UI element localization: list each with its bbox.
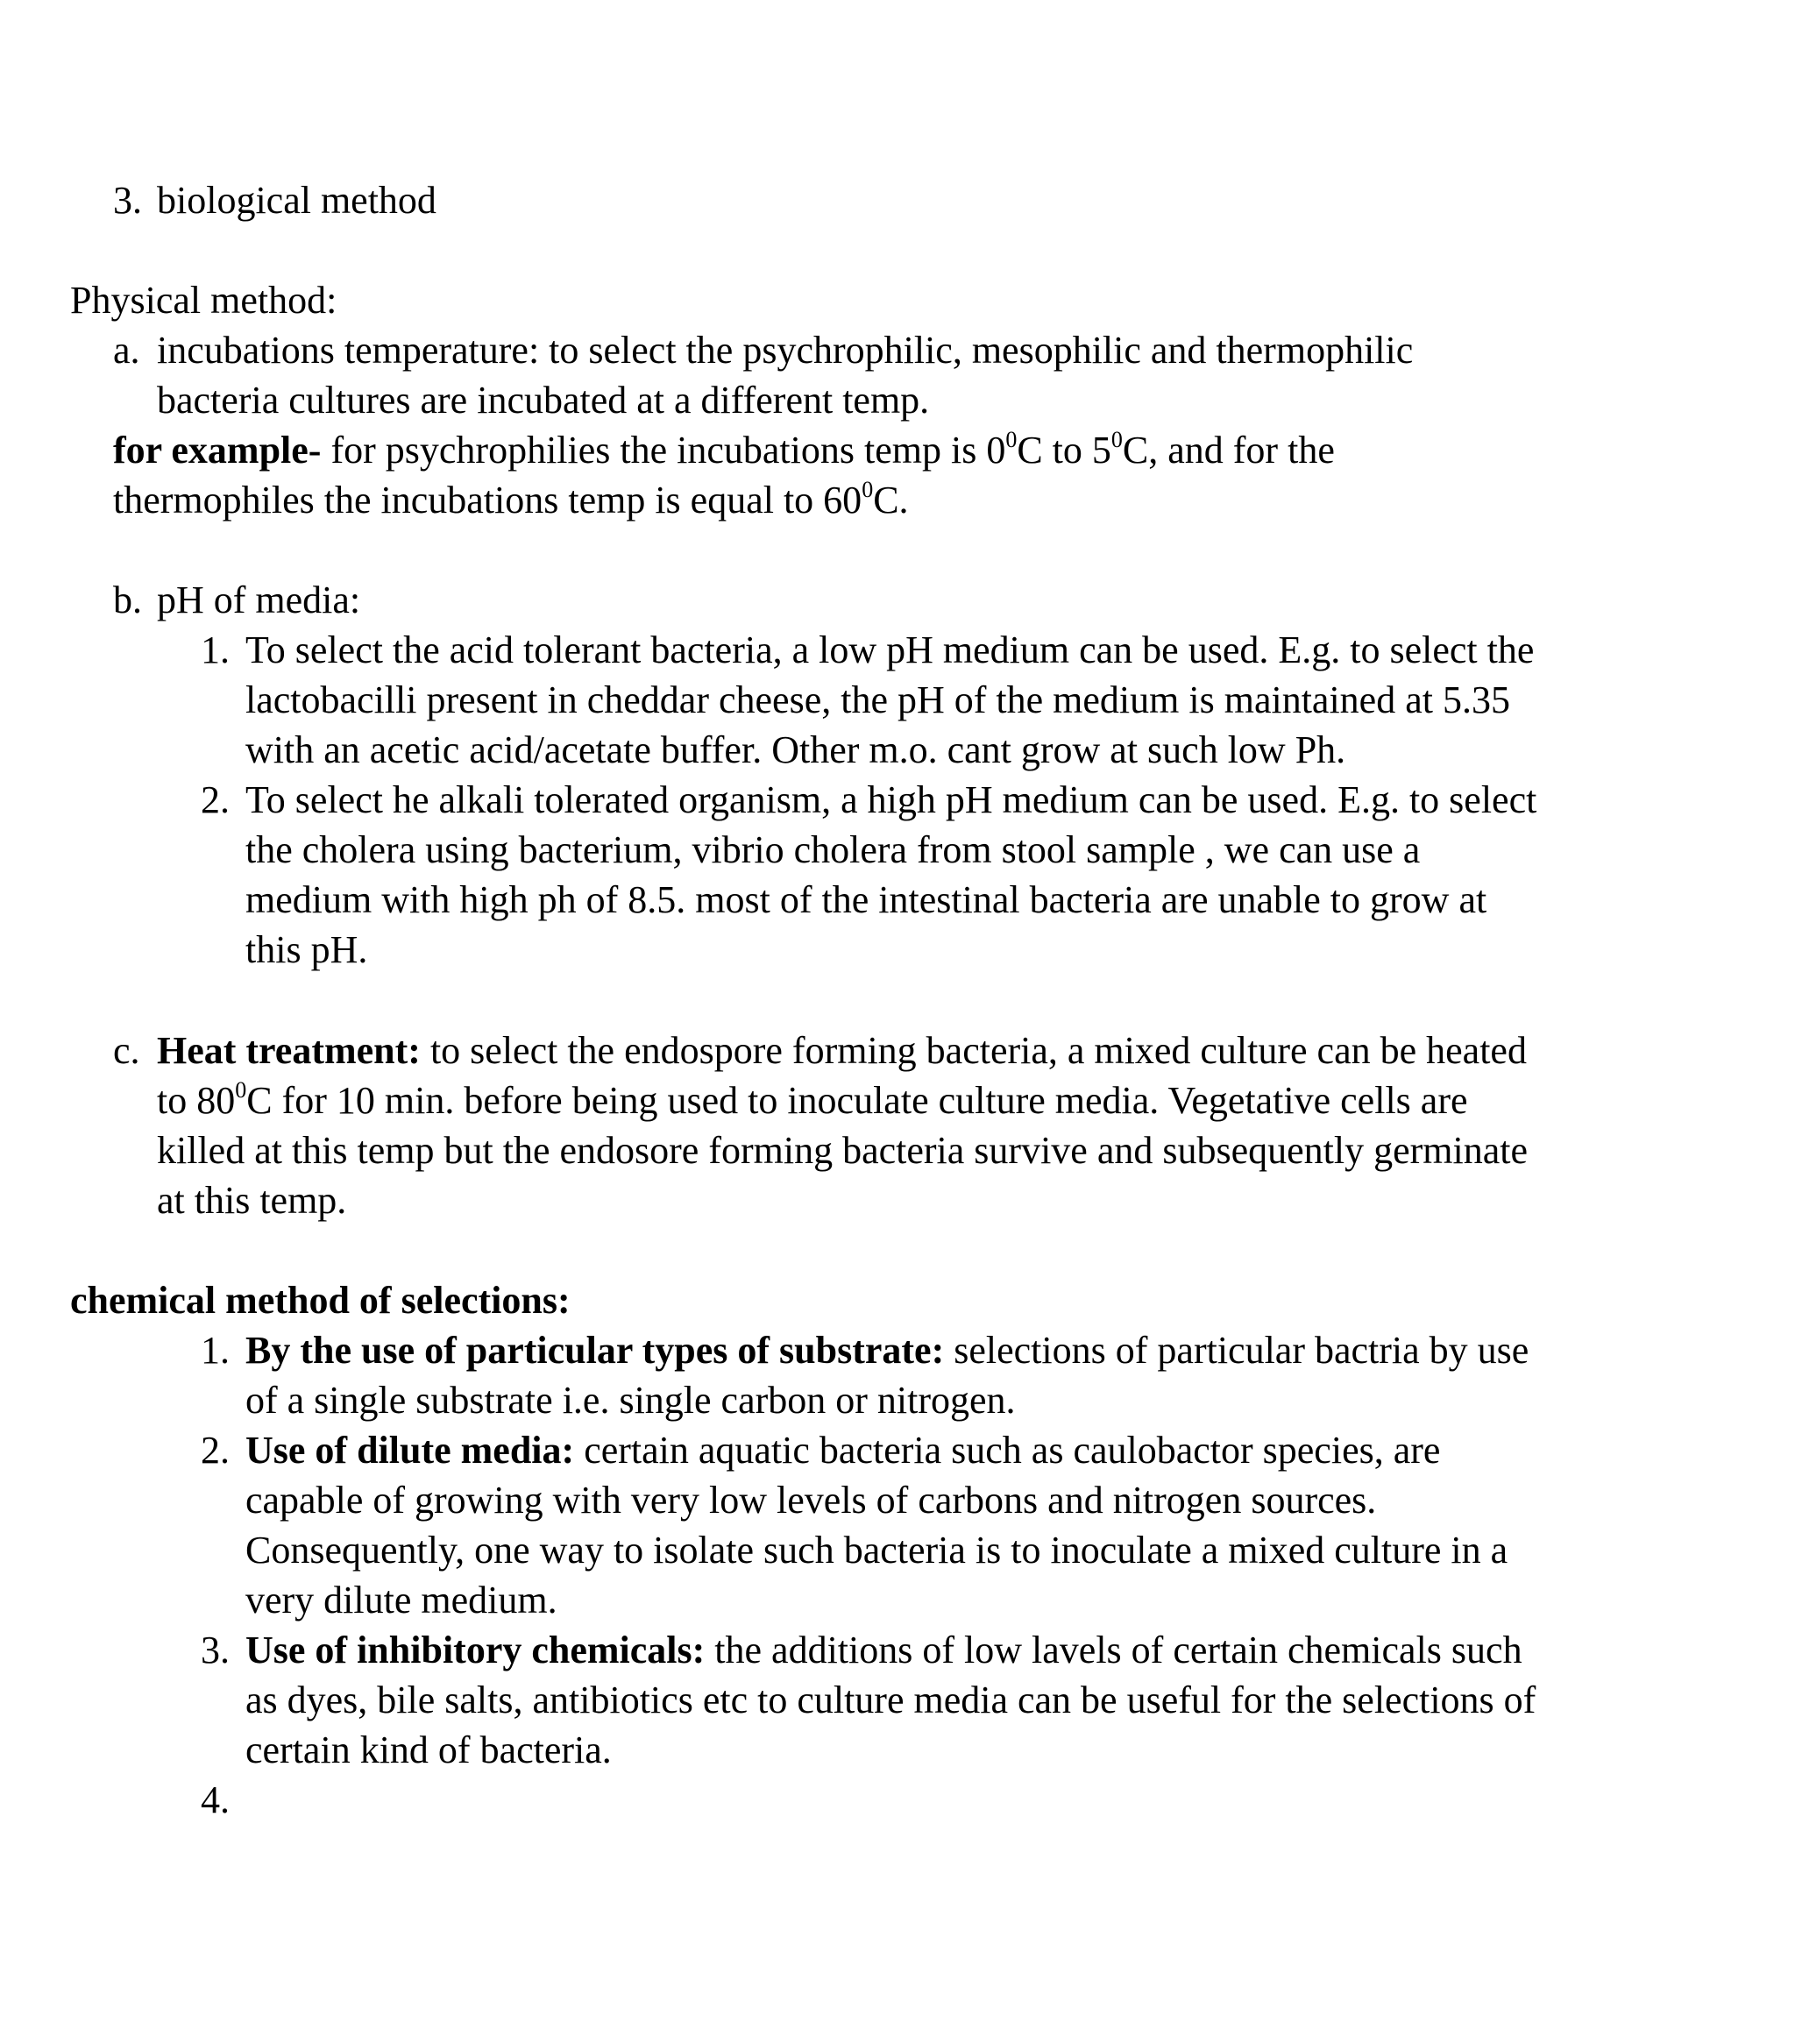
subsection-title: pH of media: (157, 578, 361, 621)
list-item-line: very dilute medium. (245, 1579, 557, 1622)
list-number: 1. (201, 628, 230, 671)
list-item-line: certain kind of bacteria. (245, 1728, 612, 1771)
paragraph-line: at this temp. (157, 1179, 347, 1222)
list-item-line: Consequently, one way to isolate such bacteria is to inoculate a mixed culture in a (245, 1529, 1508, 1572)
list-number: 4. (201, 1778, 230, 1821)
section-heading-chemical: chemical method of selections: (70, 1279, 571, 1322)
list-item-line: of a single substrate i.e. single carbon or nitrogen. (245, 1379, 1016, 1422)
heat-treatment-label: Heat treatment: (157, 1029, 421, 1072)
paragraph-line: bacteria cultures are incubated at a different temp. (157, 379, 930, 422)
list-number: 2. (201, 1429, 230, 1472)
list-item-line: lactobacilli present in cheddar cheese, the pH of the medium is maintained at 5.35 (245, 678, 1510, 721)
list-item-line: medium with high ph of 8.5. most of the intestinal bacteria are unable to grow at (245, 878, 1487, 921)
list-item-line: with an acetic acid/acetate buffer. Other m.o. cant grow at such low Ph. (245, 728, 1346, 771)
list-item-line: To select the acid tolerant bacteria, a low pH medium can be used. E.g. to select the (245, 628, 1535, 671)
example-line: thermophiles the incubations temp is equal to $60^0C$. (113, 477, 909, 522)
list-item-line: as dyes, bile salts, antibiotics etc to culture media can be useful for the selections of (245, 1678, 1536, 1721)
list-number: 3. (113, 179, 142, 222)
list-item-line: this pH. (245, 928, 368, 971)
example-line: for example- for psychrophilies the incubations temp is $0^0C$ to $5^0C$, and for the (113, 427, 1335, 472)
paragraph-line: killed at this temp but the endosore forming bacteria survive and subsequently germinate (157, 1129, 1529, 1172)
list-number: 2. (201, 778, 230, 821)
list-item-line: capable of growing with very low levels of carbons and nitrogen sources. (245, 1479, 1377, 1522)
section-heading-physical: Physical method: (70, 279, 337, 322)
list-number: 3. (201, 1629, 230, 1671)
list-item-line: the cholera using bacterium, vibrio cholera from stool sample , we can use a (245, 828, 1421, 871)
list-item-line: To select he alkali tolerated organism, a high pH medium can be used. E.g. to select (245, 778, 1537, 821)
list-item-line: Use of dilute media: certain aquatic bacteria such as caulobactor species, are (245, 1429, 1441, 1472)
paragraph-line: Heat treatment: to select the endospore forming bacteria, a mixed culture can be heated (157, 1029, 1527, 1072)
list-marker: b. (113, 578, 142, 621)
example-label: for example- (113, 429, 322, 472)
list-marker: a. (113, 329, 140, 372)
list-number: 1. (201, 1329, 230, 1372)
list-marker: c. (113, 1029, 140, 1072)
paragraph-line: to $80^0C$ for 10 min. before being used to inoculate culture media. Vegetative cells are (157, 1077, 1468, 1122)
list-item-line: By the use of particular types of substrate: selections of particular bactria by use (245, 1329, 1529, 1372)
paragraph-line: incubations temperature: to select the psychrophilic, mesophilic and thermophilic (157, 329, 1414, 372)
list-item-text: biological method (157, 179, 436, 222)
list-item-line: Use of inhibitory chemicals: the additions of low lavels of certain chemicals such (245, 1629, 1522, 1671)
